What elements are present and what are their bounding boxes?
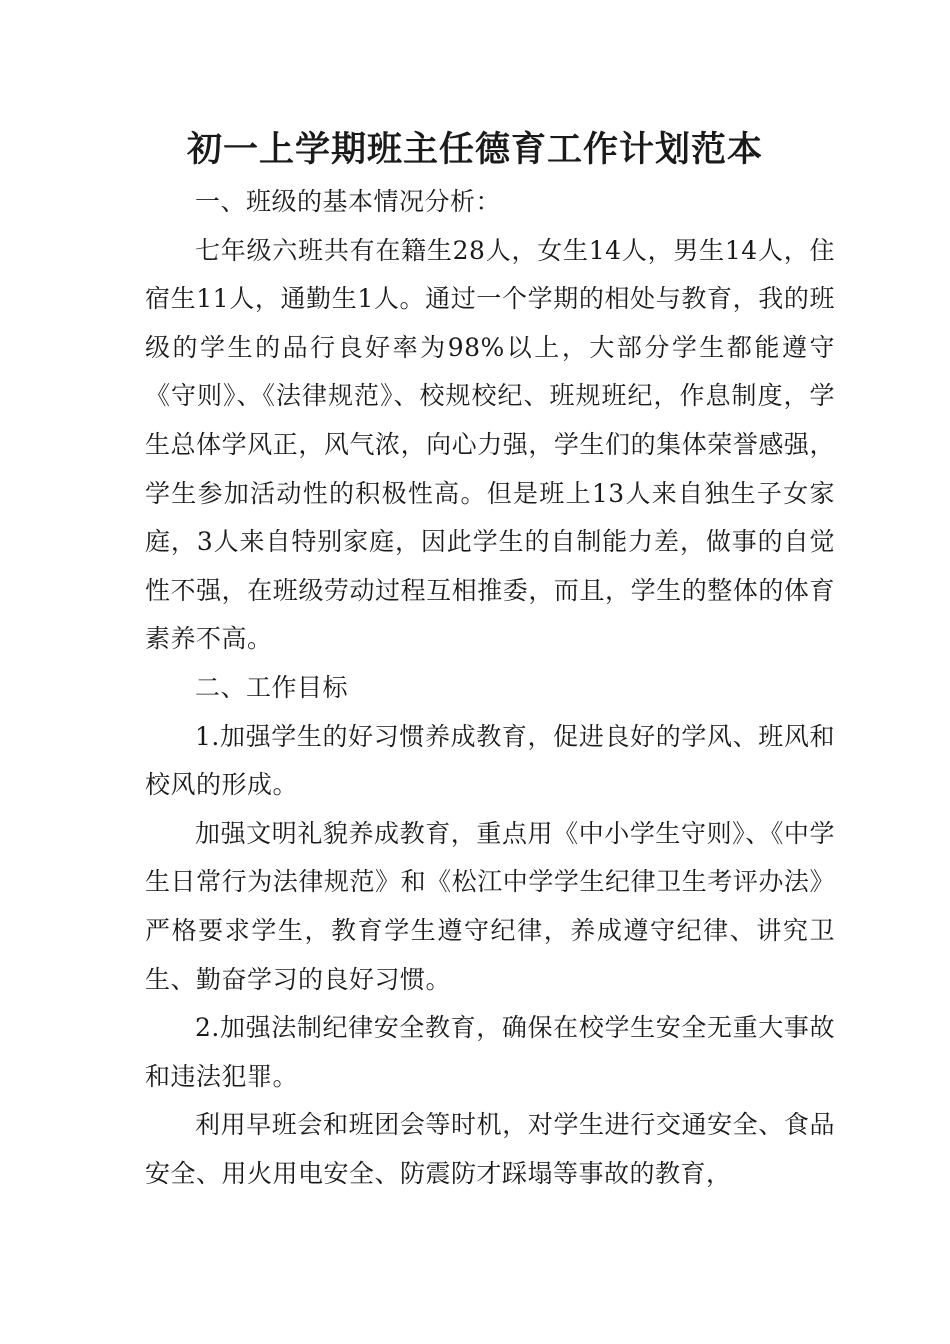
document-body [145,178,835,1198]
paragraph-goal-2-detail: 利用早班会和班团会等时机，对学生进行交通安全、食品安全、用火用电安全、防震防才踩塌等事故的教育， [145,1110,835,1188]
paragraph-class-overview: 七年级六班共有在籍生28人，女生14人，男生14人，住宿生11人，通勤生1人。通过一个学期的相处与教育，我的班级的学生的品行良好率为98%以上，大部分学生都能遵守《守则》、《法律规范》、校规校纪、班规班纪，作息制度，学生总体学风正，风气浓，向心力强，学生们的集体荣誉感强，学生参加活动性的积极性高。但是班上13人来自独生子女家庭，3人来自特别家庭，因此学生的自制能力差，做事的自觉性不强，在班级劳动过程互相推委，而且，学生的整体的体育素养不高。 [145,235,835,654]
paragraph-goal-2: 2.加强法制纪律安全教育，确保在校学生安全无重大事故和违法犯罪。 [145,1013,835,1091]
section-heading-analysis: 一、班级的基本情况分析： [195,187,502,216]
paragraph-goal-1-detail: 加强文明礼貌养成教育，重点用《中小学生守则》、《中学生日常行为法律规范》和《松江中学学生纪律卫生考评办法》严格要求学生，教育学生遵守纪律，养成遵守纪律、讲究卫生、勤奋学习的良好习惯。 [145,818,835,994]
document-title: 初一上学期班主任德育工作计划范本 [186,130,763,170]
section-heading-goals: 二、工作目标 [195,672,349,702]
paragraph-goal-1: 1.加强学生的好习惯养成教育，促进良好的学风、班风和校风的形成。 [145,721,835,800]
